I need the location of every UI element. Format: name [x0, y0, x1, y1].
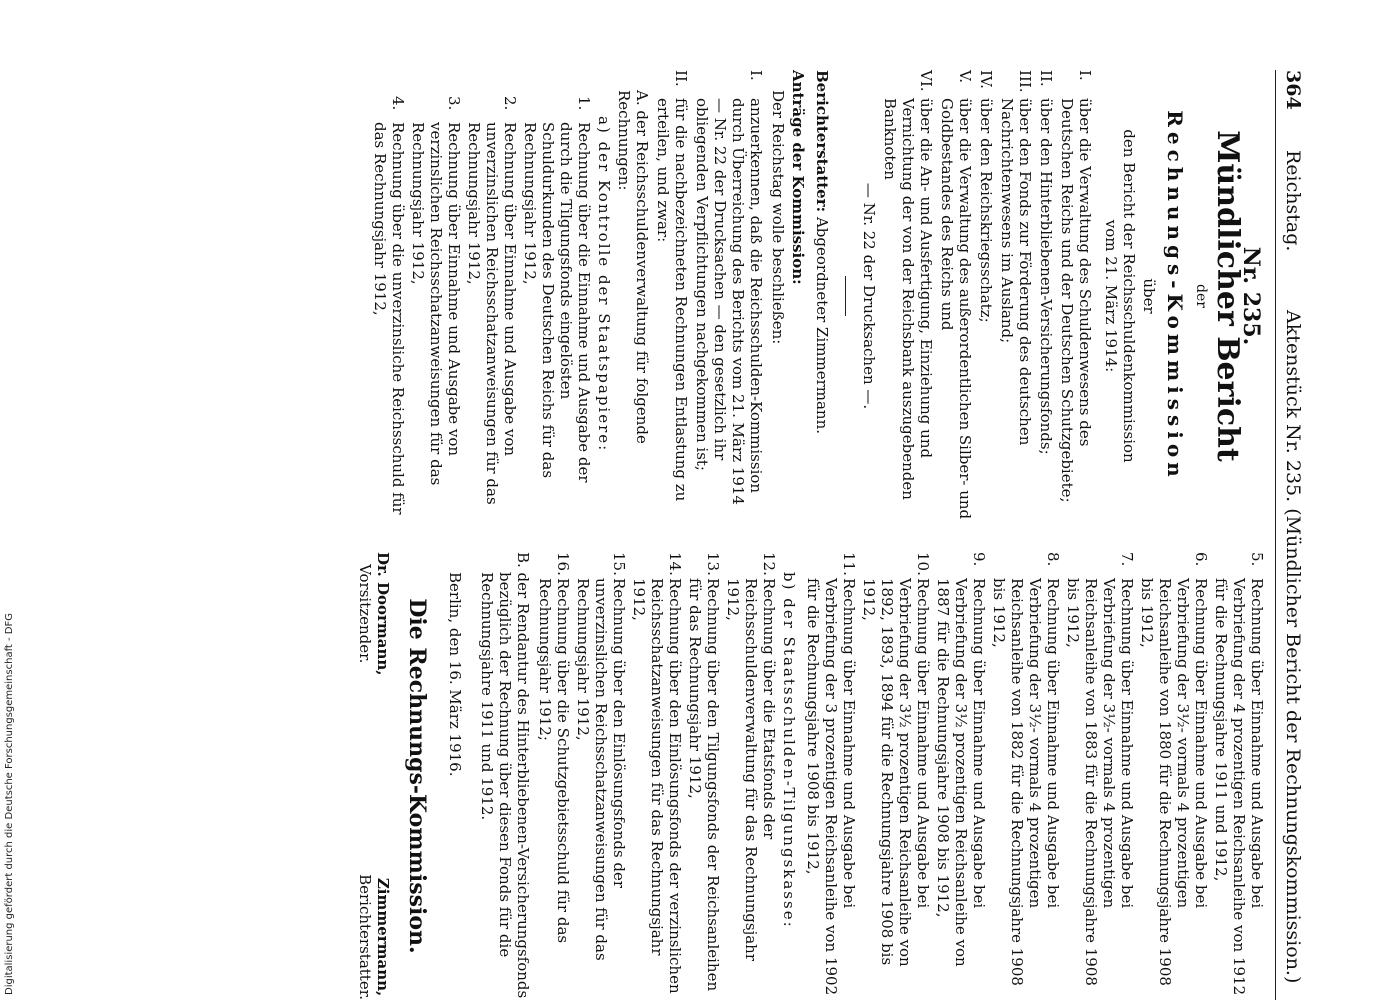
signatures — [356, 552, 392, 1000]
document-title: Mündlicher Bericht — [1210, 130, 1245, 462]
drucksachen-ref: — Nr. 22 der Drucksachen —. — [860, 182, 878, 410]
signature-reporter: Zimmermann, Berichterstatter. — [356, 874, 392, 1000]
document-page — [80, 70, 1310, 1000]
list-item: 2. Rechnung über Einnahme und Ausgabe von unverzinslichen Reichsschatzanweisungen für das Rechnungsjahr 1912, — [465, 96, 519, 505]
title-der: der — [1193, 284, 1209, 308]
list-item: I. über die Verwaltung des Schuldenwesens des Deutschen Reichs und der Deutschen Schutzgebiete; — [1058, 70, 1094, 503]
list-item: 13. Rechnung über den Tilgungsfonds der Reichsanleihen für das Rechnungsjahr 1912, — [686, 552, 722, 992]
list-item: 12. Rechnung über die Etatsfonds der Reichsschuldenverwaltung für das Rechnungsjahr 1912, — [724, 552, 778, 962]
list-item: VI. über die An- und Ausfertigung, Einziehung und Vernichtung der von der Reichsbank auszugebenden Banknoten — [881, 70, 935, 500]
report-subject: den Bericht der Reichsschuldenkommission — [1120, 129, 1138, 463]
section-a-heading: A. der Reichsschuldenverwaltung für folgende Rechnungen: — [615, 90, 651, 444]
divider — [845, 276, 846, 316]
running-header — [1275, 70, 1310, 1000]
list-item: 6. Rechnung über Einnahme und Ausgabe bei Verbriefung der 3½- vormals 4 prozentigen Reichsanleihe von 1880 für die Rechnungsjahre 1908 bis 1912, — [1138, 552, 1210, 986]
list-item: II. für die nachbezeichneten Rechnungen Entlastung zu erteilen, und zwar: — [654, 70, 690, 502]
list-item: 5. Rechnung über Einnahme und Ausgabe bei Verbriefung der 4 prozentigen Reichsanleihe von 1912 für die Rechnungsjahre 1911 und 1912, — [1212, 552, 1266, 996]
subject-list — [881, 70, 1094, 522]
header-aktenstueck: Aktenstück Nr. 235. (Mündlicher Bericht der Rechnungskommission.) — [1282, 310, 1304, 984]
list-item: 1. Rechnung über die Einnahme und Ausgabe der durch die Tilgungsfonds eingelösten Schuldurkunden des Deutschen Reichs für das Rechnungsjahr 1912, — [521, 96, 593, 483]
list-item: II. über den Hinterbliebenen-Versicherungsfonds; — [1037, 70, 1055, 455]
report-date: vom 21. März 1914: — [1102, 219, 1120, 373]
place-date: Berlin, den 16. März 1916. — [446, 572, 464, 777]
signature-chair: Dr. Doormann, Vorsitzender. — [356, 552, 392, 676]
page-number: 364 — [1282, 70, 1304, 110]
list-item: V. über die Verwaltung des außerordentlichen Silber- und Goldbestandes des Reichs und — [938, 70, 974, 520]
berichterstatter-line: Berichterstatter: Abgeordneter Zimmermann. — [813, 70, 831, 435]
list-item: 4. Rechnung über die unverzinsliche Reichsschuld für das Rechnungsjahr 1912, — [371, 96, 407, 515]
section-a-sub: a) der Kontrolle der Staatspapiere: — [595, 116, 613, 453]
commission-name: Rechnungs-Kommission — [1163, 110, 1187, 482]
commission-signature-title: Die Rechnungs-Kommission. — [404, 598, 430, 954]
list-item: 16. Rechnung über die Schutzgebietsschuld für das Rechnungsjahr 1912; — [536, 552, 572, 944]
section-b-sub: b) der Staatsschulden-Tilgungskasse: — [780, 572, 798, 929]
reichstag-beschluss: Der Reichstag wolle beschließen: — [769, 90, 787, 345]
list-item: 3. Rechnung über Einnahme und Ausgabe von verzinslichen Reichsschatzanweisungen für das Rechnungsjahr 1912, — [409, 96, 463, 486]
document-number: Nr. 235. — [1238, 246, 1264, 346]
list-item: 15. Rechnung über den Einlösungsfonds der unverzinslichen Reichsschatzanweisungen für das Rechnungsjahr 1912, — [574, 552, 628, 961]
list-item: 11. Rechnung über Einnahme und Ausgabe bei Verbriefung der 3 prozentigen Reichsanleihe von 1902 für die Rechnungsjahre 1908 bis 1912, — [804, 552, 858, 996]
dfg-funding-note: Digitalisierung gefördert durch die Deutsche Forschungsgemeinschaft - DFG — [4, 612, 15, 995]
list-item: 9. Rechnung über Einnahme und Ausgabe bei Verbriefung der 3½ prozentigen Reichsanleihe von 1887 für die Rechnungsjahre 1908 bis 1912, — [934, 552, 988, 967]
list-item: IV. über den Reichskriegsschatz; — [977, 70, 995, 323]
title-ueber: über — [1140, 278, 1158, 314]
list-item: 10. Rechnung über Einnahme und Ausgabe bei Verbriefung der 3½ prozentigen Reichsanleihe von 1892, 1893, 1894 für die Rechnungsjahre 1908 bis 1912, — [860, 552, 932, 967]
section-b-text: bezüglich der Rechnung über diesen Fonds für die Rechnungsjahre 1911 und 1912. — [478, 572, 514, 958]
list-item: I. anzuerkennen, daß die Reichsschulden-Kommission durch Überreichung des Berichts vom 21. März 1914 — Nr. 22 der Drucksachen — den gesetzlich ihr obliegenden Verpflichtungen nachgekommen ist; — [693, 70, 765, 505]
list-item: 7. Rechnung über Einnahme und Ausgabe bei Verbriefung der 3½- vormals 4 prozentigen Reichsanleihe von 1883 für die Rechnungsjahre 1908 bis 1912, — [1064, 552, 1136, 986]
list-item: 8. Rechnung über Einnahme und Ausgabe bei Verbriefung der 3½- vormals 4 prozentigen Reichsanleihe von 1882 für die Rechnungsjahre 1908 bis 1912, — [990, 552, 1062, 986]
left-column — [369, 70, 1266, 522]
list-item: III. über den Fonds zur Förderung des deutschen Nachrichtenwesens im Ausland; — [998, 70, 1034, 446]
header-reichstag: Reichstag. — [1282, 150, 1304, 252]
list-item: 14. Rechnung über den Einlösungsfonds der verzinslichen Reichsschatzanweisungen für das Rechnungsjahr 1912, — [630, 552, 684, 994]
antraege-heading: Anträge der Kommission: — [789, 70, 807, 285]
section-b-heading: B. der Rendantur des Hinterbliebenen-Versicherungsfonds — [514, 552, 532, 999]
right-column — [356, 552, 1266, 1000]
